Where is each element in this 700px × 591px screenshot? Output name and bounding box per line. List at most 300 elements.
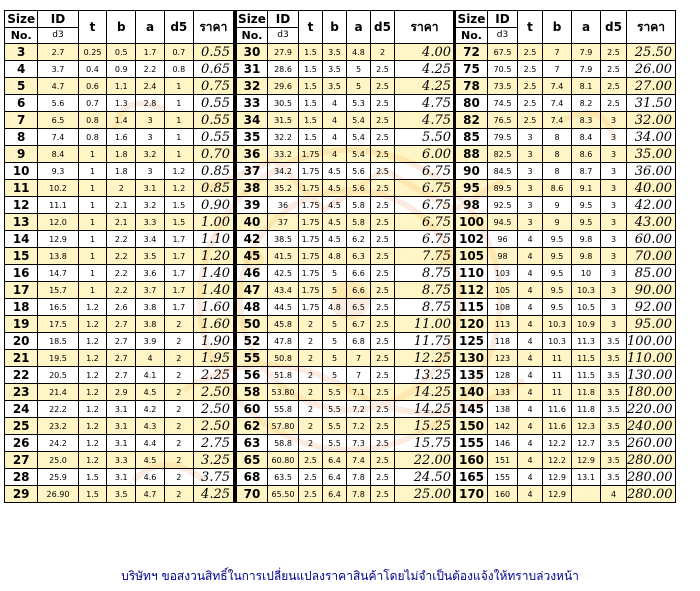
cell-size: 18 bbox=[5, 299, 38, 316]
cell-t: 4 bbox=[518, 333, 543, 350]
cell-id-d3: 53.80 bbox=[268, 384, 299, 401]
cell-id-d3: 128 bbox=[488, 367, 518, 384]
cell-id-d3: 42.5 bbox=[268, 265, 299, 282]
cell-size: 60 bbox=[236, 401, 268, 418]
cell-size: 50 bbox=[236, 316, 268, 333]
cell-b: 9 bbox=[543, 214, 572, 231]
cell-t: 1.75 bbox=[299, 214, 323, 231]
cell-id-d3: 63.5 bbox=[268, 469, 299, 486]
cell-id-d3: 76.5 bbox=[488, 112, 518, 129]
cell-size: 31 bbox=[236, 61, 268, 78]
cell-b: 11 bbox=[543, 384, 572, 401]
cell-t: 2.5 bbox=[518, 44, 543, 61]
cell-size: 11 bbox=[5, 180, 38, 197]
cell-b: 5.5 bbox=[323, 384, 347, 401]
cell-size: 98 bbox=[455, 197, 488, 214]
cell-price: 43.00 bbox=[627, 214, 676, 231]
cell-a: 11.5 bbox=[572, 367, 601, 384]
cell-a: 5.6 bbox=[347, 180, 371, 197]
cell-d5: 2 bbox=[164, 435, 193, 452]
cell-size: 21 bbox=[5, 350, 38, 367]
table-row bbox=[455, 333, 676, 350]
cell-t: 1.2 bbox=[78, 333, 107, 350]
cell-price: 6.00 bbox=[395, 146, 455, 163]
table-row bbox=[455, 248, 676, 265]
header-no: No. bbox=[236, 28, 268, 44]
cell-b: 2.1 bbox=[107, 214, 136, 231]
cell-id-d3: 12.0 bbox=[38, 214, 78, 231]
cell-d5: 3.5 bbox=[601, 384, 627, 401]
cell-a: 8.4 bbox=[572, 129, 601, 146]
cell-size: 33 bbox=[236, 95, 268, 112]
cell-size: 140 bbox=[455, 384, 488, 401]
cell-d5: 2.5 bbox=[371, 350, 395, 367]
cell-id-d3: 70.5 bbox=[488, 61, 518, 78]
cell-b: 4.5 bbox=[323, 197, 347, 214]
cell-b: 3.5 bbox=[107, 486, 136, 503]
table-row bbox=[455, 384, 676, 401]
cell-b: 6.4 bbox=[323, 452, 347, 469]
table-row bbox=[455, 486, 676, 503]
cell-b: 3.5 bbox=[323, 78, 347, 95]
cell-t: 4 bbox=[518, 350, 543, 367]
header-d5: d5 bbox=[164, 11, 193, 44]
cell-size: 37 bbox=[236, 163, 268, 180]
cell-d5: 2.5 bbox=[371, 299, 395, 316]
table-row bbox=[455, 350, 676, 367]
cell-t: 4 bbox=[518, 469, 543, 486]
cell-t: 4 bbox=[518, 367, 543, 384]
cell-a: 6.7 bbox=[347, 316, 371, 333]
cell-size: 165 bbox=[455, 469, 488, 486]
cell-id-d3: 44.5 bbox=[268, 299, 299, 316]
cell-a: 4.4 bbox=[136, 435, 165, 452]
cell-b: 9.5 bbox=[543, 265, 572, 282]
table-row bbox=[236, 401, 455, 418]
cell-a: 4.2 bbox=[136, 401, 165, 418]
cell-size: 120 bbox=[455, 316, 488, 333]
cell-t: 2 bbox=[299, 435, 323, 452]
cell-b: 6.4 bbox=[323, 469, 347, 486]
cell-d5: 3.5 bbox=[601, 469, 627, 486]
cell-b: 8 bbox=[543, 129, 572, 146]
cell-d5: 1.7 bbox=[164, 282, 193, 299]
cell-a: 8.6 bbox=[572, 146, 601, 163]
cell-d5: 2.5 bbox=[371, 486, 395, 503]
cell-size: 170 bbox=[455, 486, 488, 503]
cell-b: 12.2 bbox=[543, 435, 572, 452]
cell-a: 11.8 bbox=[572, 384, 601, 401]
cell-price: 3.75 bbox=[193, 469, 233, 486]
table-row bbox=[236, 469, 455, 486]
table-row bbox=[5, 401, 234, 418]
cell-a: 7.9 bbox=[572, 61, 601, 78]
table-row bbox=[236, 180, 455, 197]
cell-a: 5.4 bbox=[347, 146, 371, 163]
cell-d5: 3 bbox=[601, 299, 627, 316]
cell-b: 9.5 bbox=[543, 248, 572, 265]
cell-d5: 2 bbox=[164, 316, 193, 333]
cell-d5: 2.5 bbox=[371, 333, 395, 350]
cell-a: 6.2 bbox=[347, 231, 371, 248]
cell-d5: 2.5 bbox=[371, 112, 395, 129]
cell-id-d3: 5.6 bbox=[38, 95, 78, 112]
cell-d5: 3.5 bbox=[601, 401, 627, 418]
cell-size: 95 bbox=[455, 180, 488, 197]
cell-d5: 2 bbox=[164, 350, 193, 367]
cell-id-d3: 25.9 bbox=[38, 469, 78, 486]
cell-t: 1.5 bbox=[299, 129, 323, 146]
cell-size: 42 bbox=[236, 231, 268, 248]
cell-price: 1.00 bbox=[193, 214, 233, 231]
cell-b: 4.5 bbox=[323, 163, 347, 180]
cell-size: 16 bbox=[5, 265, 38, 282]
cell-size: 15 bbox=[5, 248, 38, 265]
cell-a: 3.3 bbox=[136, 214, 165, 231]
table-row bbox=[5, 452, 234, 469]
cell-d5: 2.5 bbox=[601, 44, 627, 61]
cell-b: 2.7 bbox=[107, 316, 136, 333]
cell-t: 3 bbox=[518, 214, 543, 231]
header-d3: d3 bbox=[488, 28, 518, 44]
cell-price: 3.25 bbox=[193, 452, 233, 469]
cell-size: 36 bbox=[236, 146, 268, 163]
cell-id-d3: 16.5 bbox=[38, 299, 78, 316]
cell-d5: 0.8 bbox=[164, 61, 193, 78]
table-row bbox=[236, 44, 455, 61]
table-row bbox=[455, 265, 676, 282]
cell-price: 280.00 bbox=[627, 486, 676, 503]
cell-size: 48 bbox=[236, 299, 268, 316]
cell-price: 22.00 bbox=[395, 452, 455, 469]
cell-d5: 2.5 bbox=[371, 231, 395, 248]
cell-price: 6.75 bbox=[395, 163, 455, 180]
cell-price: 0.55 bbox=[193, 129, 233, 146]
cell-size: 88 bbox=[455, 146, 488, 163]
size-table-block-1 bbox=[4, 10, 234, 503]
cell-t: 1.2 bbox=[78, 401, 107, 418]
cell-d5: 2.5 bbox=[371, 163, 395, 180]
cell-id-d3: 36 bbox=[268, 197, 299, 214]
cell-b: 7.4 bbox=[543, 95, 572, 112]
cell-a: 7 bbox=[347, 367, 371, 384]
cell-b: 1.3 bbox=[107, 95, 136, 112]
cell-t: 2 bbox=[299, 367, 323, 384]
cell-d5: 1.5 bbox=[164, 197, 193, 214]
cell-size: 102 bbox=[455, 231, 488, 248]
cell-b: 5.5 bbox=[323, 418, 347, 435]
cell-a: 10 bbox=[572, 265, 601, 282]
cell-d5: 1 bbox=[164, 146, 193, 163]
header-size: Size bbox=[236, 11, 268, 28]
cell-d5: 3 bbox=[601, 129, 627, 146]
cell-id-d3: 45.8 bbox=[268, 316, 299, 333]
cell-t: 4 bbox=[518, 248, 543, 265]
table-row bbox=[5, 282, 234, 299]
cell-d5: 2.5 bbox=[371, 214, 395, 231]
table-row bbox=[5, 350, 234, 367]
cell-t: 0.4 bbox=[78, 61, 107, 78]
cell-t: 1.2 bbox=[78, 350, 107, 367]
cell-size: 65 bbox=[236, 452, 268, 469]
cell-a: 3.5 bbox=[136, 248, 165, 265]
header-size: Size bbox=[455, 11, 488, 28]
cell-id-d3: 43.4 bbox=[268, 282, 299, 299]
cell-size: 160 bbox=[455, 452, 488, 469]
cell-b: 10.3 bbox=[543, 316, 572, 333]
cell-b: 12.9 bbox=[543, 469, 572, 486]
table-row bbox=[5, 44, 234, 61]
header-no: No. bbox=[5, 28, 38, 44]
cell-t: 2.5 bbox=[299, 486, 323, 503]
cell-a: 9.5 bbox=[572, 197, 601, 214]
cell-d5: 1 bbox=[164, 112, 193, 129]
cell-t: 1 bbox=[78, 146, 107, 163]
cell-price: 4.25 bbox=[395, 78, 455, 95]
cell-id-d3: 29.6 bbox=[268, 78, 299, 95]
cell-a: 4.6 bbox=[136, 469, 165, 486]
cell-b: 4 bbox=[323, 129, 347, 146]
cell-d5: 2.5 bbox=[371, 146, 395, 163]
table-row bbox=[455, 180, 676, 197]
cell-d5: 2.5 bbox=[371, 78, 395, 95]
cell-size: 7 bbox=[5, 112, 38, 129]
cell-d5: 1.2 bbox=[164, 180, 193, 197]
cell-b: 2.2 bbox=[107, 231, 136, 248]
cell-d5: 3.5 bbox=[601, 418, 627, 435]
cell-t: 4 bbox=[518, 299, 543, 316]
cell-b: 9.5 bbox=[543, 282, 572, 299]
cell-id-d3: 28.6 bbox=[268, 61, 299, 78]
cell-id-d3: 32.2 bbox=[268, 129, 299, 146]
table-row bbox=[455, 418, 676, 435]
cell-size: 10 bbox=[5, 163, 38, 180]
cell-t: 4 bbox=[518, 418, 543, 435]
table-row bbox=[5, 95, 234, 112]
cell-t: 0.8 bbox=[78, 129, 107, 146]
cell-d5: 2.5 bbox=[371, 282, 395, 299]
cell-a: 3.8 bbox=[136, 299, 165, 316]
cell-t: 4 bbox=[518, 401, 543, 418]
cell-d5: 2 bbox=[164, 486, 193, 503]
cell-b: 1.4 bbox=[107, 112, 136, 129]
header-t: t bbox=[78, 11, 107, 44]
cell-price: 0.90 bbox=[193, 197, 233, 214]
cell-id-d3: 11.1 bbox=[38, 197, 78, 214]
cell-id-d3: 8.4 bbox=[38, 146, 78, 163]
cell-size: 75 bbox=[455, 61, 488, 78]
cell-b: 7.4 bbox=[543, 78, 572, 95]
cell-id-d3: 9.3 bbox=[38, 163, 78, 180]
cell-price: 4.25 bbox=[395, 61, 455, 78]
header-price: ราคา bbox=[193, 11, 233, 44]
cell-id-d3: 6.5 bbox=[38, 112, 78, 129]
cell-price: 0.55 bbox=[193, 95, 233, 112]
cell-size: 115 bbox=[455, 299, 488, 316]
cell-a: 3 bbox=[136, 112, 165, 129]
cell-size: 105 bbox=[455, 248, 488, 265]
table-row bbox=[455, 214, 676, 231]
cell-price: 6.75 bbox=[395, 197, 455, 214]
cell-id-d3: 65.50 bbox=[268, 486, 299, 503]
cell-price: 31.50 bbox=[627, 95, 676, 112]
cell-a: 7.9 bbox=[572, 44, 601, 61]
cell-b: 5 bbox=[323, 333, 347, 350]
cell-t: 1.2 bbox=[78, 367, 107, 384]
cell-d5: 2.5 bbox=[601, 78, 627, 95]
cell-d5: 2.5 bbox=[371, 469, 395, 486]
cell-a: 3.2 bbox=[136, 146, 165, 163]
cell-id-d3: 24.2 bbox=[38, 435, 78, 452]
cell-a: 5 bbox=[347, 61, 371, 78]
cell-d5: 1 bbox=[164, 78, 193, 95]
cell-a: 3.1 bbox=[136, 180, 165, 197]
cell-b: 11 bbox=[543, 367, 572, 384]
cell-t: 4 bbox=[518, 452, 543, 469]
cell-price: 7.75 bbox=[395, 248, 455, 265]
cell-price: 1.40 bbox=[193, 282, 233, 299]
cell-id-d3: 25.0 bbox=[38, 452, 78, 469]
cell-price: 240.00 bbox=[627, 418, 676, 435]
cell-size: 125 bbox=[455, 333, 488, 350]
cell-b: 12.2 bbox=[543, 452, 572, 469]
cell-id-d3: 82.5 bbox=[488, 146, 518, 163]
cell-size: 38 bbox=[236, 180, 268, 197]
cell-a: 8.2 bbox=[572, 95, 601, 112]
cell-size: 47 bbox=[236, 282, 268, 299]
cell-t: 2 bbox=[299, 316, 323, 333]
table-row bbox=[5, 469, 234, 486]
cell-size: 58 bbox=[236, 384, 268, 401]
cell-d5: 3.5 bbox=[601, 452, 627, 469]
cell-d5: 1 bbox=[164, 95, 193, 112]
cell-size: 32 bbox=[236, 78, 268, 95]
table-row bbox=[236, 452, 455, 469]
cell-size: 112 bbox=[455, 282, 488, 299]
table-row bbox=[236, 61, 455, 78]
table-row bbox=[236, 282, 455, 299]
table-row bbox=[455, 112, 676, 129]
table-row bbox=[455, 469, 676, 486]
cell-d5: 2.5 bbox=[371, 265, 395, 282]
cell-id-d3: 20.5 bbox=[38, 367, 78, 384]
cell-d5: 2.5 bbox=[371, 435, 395, 452]
cell-b: 1.6 bbox=[107, 129, 136, 146]
cell-size: 14 bbox=[5, 231, 38, 248]
cell-d5: 2 bbox=[164, 401, 193, 418]
table-row bbox=[5, 197, 234, 214]
cell-t: 0.25 bbox=[78, 44, 107, 61]
cell-id-d3: 57.80 bbox=[268, 418, 299, 435]
cell-a: 5.8 bbox=[347, 214, 371, 231]
cell-a: 7.2 bbox=[347, 418, 371, 435]
cell-size: 63 bbox=[236, 435, 268, 452]
cell-size: 45 bbox=[236, 248, 268, 265]
cell-price: 2.75 bbox=[193, 435, 233, 452]
cell-t: 1.2 bbox=[78, 452, 107, 469]
cell-d5: 3 bbox=[601, 180, 627, 197]
table-row bbox=[5, 435, 234, 452]
cell-b: 5 bbox=[323, 367, 347, 384]
cell-t: 1.2 bbox=[78, 418, 107, 435]
cell-b: 5 bbox=[323, 350, 347, 367]
cell-size: 8 bbox=[5, 129, 38, 146]
cell-t: 2 bbox=[299, 401, 323, 418]
cell-a: 8.3 bbox=[572, 112, 601, 129]
cell-price: 6.75 bbox=[395, 214, 455, 231]
table-row bbox=[236, 112, 455, 129]
cell-a: 3.6 bbox=[136, 265, 165, 282]
cell-a: 10.5 bbox=[572, 299, 601, 316]
cell-price: 1.10 bbox=[193, 231, 233, 248]
header-id: ID bbox=[488, 11, 518, 28]
cell-size: 78 bbox=[455, 78, 488, 95]
cell-b: 2 bbox=[107, 180, 136, 197]
cell-id-d3: 98 bbox=[488, 248, 518, 265]
cell-id-d3: 108 bbox=[488, 299, 518, 316]
table-row bbox=[5, 146, 234, 163]
cell-id-d3: 96 bbox=[488, 231, 518, 248]
cell-a: 7.3 bbox=[347, 435, 371, 452]
table-row bbox=[5, 367, 234, 384]
table-row bbox=[5, 418, 234, 435]
cell-id-d3: 14.7 bbox=[38, 265, 78, 282]
cell-size: 9 bbox=[5, 146, 38, 163]
cell-price: 100.00 bbox=[627, 333, 676, 350]
cell-t: 1.75 bbox=[299, 248, 323, 265]
header-id: ID bbox=[38, 11, 78, 28]
cell-id-d3: 12.9 bbox=[38, 231, 78, 248]
cell-a: 3.2 bbox=[136, 197, 165, 214]
cell-id-d3: 26.90 bbox=[38, 486, 78, 503]
cell-price: 34.00 bbox=[627, 129, 676, 146]
header-a: a bbox=[136, 11, 165, 44]
cell-a: 12.3 bbox=[572, 418, 601, 435]
cell-d5: 3 bbox=[601, 265, 627, 282]
table-row bbox=[5, 78, 234, 95]
cell-b: 12.9 bbox=[543, 486, 572, 503]
cell-a: 9.1 bbox=[572, 180, 601, 197]
cell-size: 135 bbox=[455, 367, 488, 384]
cell-b: 3.1 bbox=[107, 401, 136, 418]
cell-t: 1.2 bbox=[78, 384, 107, 401]
cell-a: 3 bbox=[136, 163, 165, 180]
cell-id-d3: 19.5 bbox=[38, 350, 78, 367]
cell-a bbox=[572, 486, 601, 503]
table-row bbox=[236, 231, 455, 248]
cell-size: 130 bbox=[455, 350, 488, 367]
cell-id-d3: 92.5 bbox=[488, 197, 518, 214]
footer-disclaimer: บริษัทฯ ขอสงวนสิทธิ์ในการเปลี่ยนแปลงราคาสินค้าโดยไม่จำเป็นต้องแจ้งให้ทราบล่วงหน้า bbox=[121, 569, 579, 583]
cell-id-d3: 160 bbox=[488, 486, 518, 503]
cell-a: 12.9 bbox=[572, 452, 601, 469]
cell-t: 1 bbox=[78, 214, 107, 231]
cell-price: 6.75 bbox=[395, 231, 455, 248]
table-row bbox=[455, 44, 676, 61]
cell-a: 7.8 bbox=[347, 469, 371, 486]
cell-price: 0.55 bbox=[193, 112, 233, 129]
cell-d5: 2 bbox=[371, 44, 395, 61]
cell-size: 5 bbox=[5, 78, 38, 95]
cell-b: 2.6 bbox=[107, 299, 136, 316]
cell-size: 6 bbox=[5, 95, 38, 112]
cell-size: 12 bbox=[5, 197, 38, 214]
cell-id-d3: 18.5 bbox=[38, 333, 78, 350]
cell-id-d3: 2.7 bbox=[38, 44, 78, 61]
cell-d5: 2.5 bbox=[371, 316, 395, 333]
table-row bbox=[455, 316, 676, 333]
cell-b: 7.4 bbox=[543, 112, 572, 129]
